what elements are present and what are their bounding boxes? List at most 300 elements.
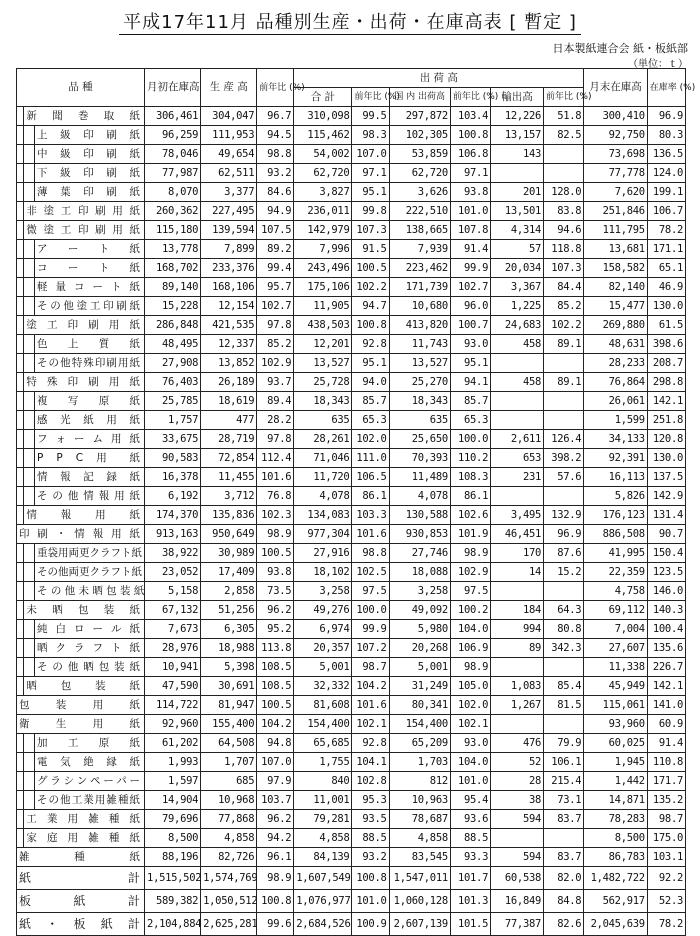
indent-cell bbox=[24, 240, 35, 259]
value-cell: 95.1 bbox=[450, 354, 490, 373]
value-cell: 62,720 bbox=[389, 164, 450, 183]
table-row bbox=[17, 411, 686, 430]
indent-cell bbox=[24, 449, 35, 468]
value-cell: 251,846 bbox=[584, 202, 648, 221]
value-cell: 79.9 bbox=[544, 734, 584, 753]
value-cell: 113.8 bbox=[257, 639, 294, 658]
value-cell: 8,500 bbox=[145, 829, 201, 848]
value-cell: 83.8 bbox=[544, 202, 584, 221]
value-cell: 1,755 bbox=[294, 753, 352, 772]
value-cell: 101.7 bbox=[450, 867, 490, 890]
indent-cell bbox=[17, 449, 24, 468]
value-cell: 13,681 bbox=[584, 240, 648, 259]
value-cell: 84.6 bbox=[257, 183, 294, 202]
table-row bbox=[17, 373, 686, 392]
value-cell: 107.3 bbox=[544, 259, 584, 278]
value-cell: 96.1 bbox=[257, 848, 294, 867]
value-cell: 7,673 bbox=[145, 620, 201, 639]
indent-cell bbox=[17, 221, 24, 240]
value-cell: 2,045,639 bbox=[584, 913, 648, 936]
value-cell: 92,391 bbox=[584, 449, 648, 468]
value-cell: 139,594 bbox=[201, 221, 257, 240]
value-cell: 304,047 bbox=[201, 107, 257, 126]
value-cell: 76,403 bbox=[145, 373, 201, 392]
value-cell: 930,853 bbox=[389, 525, 450, 544]
value-cell: 57.6 bbox=[544, 468, 584, 487]
header-export-yoy: 前年比 (%) bbox=[544, 88, 584, 107]
value-cell: 154,400 bbox=[389, 715, 450, 734]
value-cell: 97.1 bbox=[352, 164, 389, 183]
value-cell: 286,848 bbox=[145, 316, 201, 335]
value-cell: 95.4 bbox=[450, 791, 490, 810]
value-cell: 30,691 bbox=[201, 677, 257, 696]
header-domestic-yoy: 前年比 (%) bbox=[450, 88, 490, 107]
value-cell: 33,675 bbox=[145, 430, 201, 449]
row-label: その他塗工印刷紙 bbox=[34, 297, 144, 316]
value-cell: 80,341 bbox=[389, 696, 450, 715]
row-label: 軽 量 コ ー ト 紙 bbox=[34, 278, 144, 297]
row-label: 包 装 用 紙 bbox=[17, 696, 145, 715]
value-cell: 106.9 bbox=[450, 639, 490, 658]
value-cell: 142.9 bbox=[647, 487, 685, 506]
value-cell: 51,256 bbox=[201, 601, 257, 620]
value-cell: 89,140 bbox=[145, 278, 201, 297]
table-row bbox=[17, 658, 686, 677]
value-cell: 78,687 bbox=[389, 810, 450, 829]
table-row bbox=[17, 696, 686, 715]
table-row bbox=[17, 544, 686, 563]
table-row bbox=[17, 913, 686, 936]
value-cell: 102.5 bbox=[352, 563, 389, 582]
value-cell: 154,400 bbox=[294, 715, 352, 734]
value-cell: 98.7 bbox=[352, 658, 389, 677]
value-cell: 13,527 bbox=[389, 354, 450, 373]
value-cell bbox=[544, 829, 584, 848]
value-cell: 306,461 bbox=[145, 107, 201, 126]
value-cell: 104.0 bbox=[450, 753, 490, 772]
value-cell: 85.7 bbox=[450, 392, 490, 411]
value-cell: 77,387 bbox=[491, 913, 544, 936]
value-cell: 13,501 bbox=[491, 202, 544, 221]
row-label: 塗 工 印 刷 用 紙 bbox=[24, 316, 145, 335]
value-cell: 1,757 bbox=[145, 411, 201, 430]
indent-cell bbox=[24, 468, 35, 487]
value-cell: 15.2 bbox=[544, 563, 584, 582]
value-cell: 15,477 bbox=[584, 297, 648, 316]
value-cell: 226.7 bbox=[647, 658, 685, 677]
value-cell: 136.5 bbox=[647, 145, 685, 164]
value-cell: 398.6 bbox=[647, 335, 685, 354]
value-cell: 1,547,011 bbox=[389, 867, 450, 890]
row-label: 紙 ・ 板 紙 計 bbox=[17, 913, 145, 936]
value-cell: 78.2 bbox=[647, 913, 685, 936]
value-cell: 135.2 bbox=[647, 791, 685, 810]
value-cell: 94.2 bbox=[257, 829, 294, 848]
value-cell: 310,098 bbox=[294, 107, 352, 126]
indent-cell bbox=[17, 373, 24, 392]
indent-cell bbox=[17, 202, 24, 221]
value-cell: 111,795 bbox=[584, 221, 648, 240]
row-label: 晒 包 装 紙 bbox=[24, 677, 145, 696]
indent-cell bbox=[24, 772, 35, 791]
value-cell: 1,993 bbox=[145, 753, 201, 772]
value-cell: 34,133 bbox=[584, 430, 648, 449]
value-cell: 135.6 bbox=[647, 639, 685, 658]
value-cell: 101.9 bbox=[450, 525, 490, 544]
value-cell: 62,720 bbox=[294, 164, 352, 183]
value-cell: 115,061 bbox=[584, 696, 648, 715]
value-cell: 3,712 bbox=[201, 487, 257, 506]
value-cell: 92.2 bbox=[647, 867, 685, 890]
value-cell bbox=[544, 715, 584, 734]
value-cell: 82,726 bbox=[201, 848, 257, 867]
indent-cell bbox=[17, 753, 24, 772]
value-cell: 4,314 bbox=[491, 221, 544, 240]
value-cell: 269,880 bbox=[584, 316, 648, 335]
value-cell: 7,939 bbox=[389, 240, 450, 259]
indent-cell bbox=[17, 601, 24, 620]
value-cell: 77,987 bbox=[145, 164, 201, 183]
value-cell: 61.5 bbox=[647, 316, 685, 335]
value-cell: 102.2 bbox=[544, 316, 584, 335]
value-cell: 46.9 bbox=[647, 278, 685, 297]
value-cell: 98.9 bbox=[450, 658, 490, 677]
value-cell: 20,357 bbox=[294, 639, 352, 658]
value-cell: 64,508 bbox=[201, 734, 257, 753]
indent-cell bbox=[17, 240, 24, 259]
value-cell: 168,106 bbox=[201, 278, 257, 297]
value-cell: 57 bbox=[491, 240, 544, 259]
value-cell: 93.6 bbox=[450, 810, 490, 829]
indent-cell bbox=[17, 582, 24, 601]
row-label: P P C 用 紙 bbox=[34, 449, 144, 468]
value-cell: 28.2 bbox=[257, 411, 294, 430]
row-label: 色 上 質 紙 bbox=[34, 335, 144, 354]
value-cell: 130.0 bbox=[647, 297, 685, 316]
value-cell: 89.2 bbox=[257, 240, 294, 259]
value-cell: 93.3 bbox=[450, 848, 490, 867]
value-cell: 10,963 bbox=[389, 791, 450, 810]
indent-cell bbox=[17, 620, 24, 639]
value-cell: 1,515,502 bbox=[145, 867, 201, 890]
indent-cell bbox=[17, 335, 24, 354]
indent-cell bbox=[17, 544, 24, 563]
value-cell: 86.1 bbox=[352, 487, 389, 506]
value-cell: 1,482,722 bbox=[584, 867, 648, 890]
value-cell: 4,078 bbox=[294, 487, 352, 506]
value-cell: 100.7 bbox=[450, 316, 490, 335]
value-cell: 53,859 bbox=[389, 145, 450, 164]
value-cell: 107.0 bbox=[352, 145, 389, 164]
indent-cell bbox=[24, 259, 35, 278]
value-cell: 94.6 bbox=[544, 221, 584, 240]
value-cell: 25,728 bbox=[294, 373, 352, 392]
value-cell: 1,703 bbox=[389, 753, 450, 772]
value-cell: 78.2 bbox=[647, 221, 685, 240]
indent-cell bbox=[17, 164, 24, 183]
value-cell: 18,343 bbox=[294, 392, 352, 411]
value-cell: 90,583 bbox=[145, 449, 201, 468]
table-row bbox=[17, 335, 686, 354]
value-cell: 94.7 bbox=[352, 297, 389, 316]
value-cell: 134,083 bbox=[294, 506, 352, 525]
table-row bbox=[17, 867, 686, 890]
value-cell: 110.8 bbox=[647, 753, 685, 772]
row-label: 上 級 印 刷 紙 bbox=[34, 126, 144, 145]
table-row bbox=[17, 639, 686, 658]
value-cell: 11,455 bbox=[201, 468, 257, 487]
value-cell: 95.2 bbox=[257, 620, 294, 639]
value-cell: 100.9 bbox=[352, 913, 389, 936]
indent-cell bbox=[17, 145, 24, 164]
value-cell: 7,004 bbox=[584, 620, 648, 639]
value-cell: 653 bbox=[491, 449, 544, 468]
value-cell: 94.1 bbox=[450, 373, 490, 392]
header-product: 品 種 bbox=[17, 69, 145, 107]
value-cell: 142.1 bbox=[647, 392, 685, 411]
value-cell bbox=[491, 715, 544, 734]
value-cell: 83.7 bbox=[544, 810, 584, 829]
value-cell: 96.7 bbox=[257, 107, 294, 126]
value-cell: 7,996 bbox=[294, 240, 352, 259]
value-cell: 589,382 bbox=[145, 890, 201, 913]
value-cell: 104.0 bbox=[450, 620, 490, 639]
value-cell: 102.1 bbox=[450, 715, 490, 734]
indent-cell bbox=[17, 107, 24, 126]
value-cell: 477 bbox=[201, 411, 257, 430]
value-cell: 2,625,281 bbox=[201, 913, 257, 936]
value-cell: 168,702 bbox=[145, 259, 201, 278]
value-cell: 4,758 bbox=[584, 582, 648, 601]
value-cell: 300,410 bbox=[584, 107, 648, 126]
row-label: 電 気 絶 縁 紙 bbox=[34, 753, 144, 772]
value-cell: 38,922 bbox=[145, 544, 201, 563]
value-cell: 171,739 bbox=[389, 278, 450, 297]
value-cell bbox=[491, 392, 544, 411]
value-cell: 89.1 bbox=[544, 373, 584, 392]
value-cell: 20,034 bbox=[491, 259, 544, 278]
value-cell: 1,599 bbox=[584, 411, 648, 430]
value-cell: 26,189 bbox=[201, 373, 257, 392]
value-cell: 635 bbox=[389, 411, 450, 430]
value-cell: 106.8 bbox=[450, 145, 490, 164]
value-cell: 65.3 bbox=[352, 411, 389, 430]
value-cell: 2,611 bbox=[491, 430, 544, 449]
indent-cell bbox=[17, 487, 24, 506]
value-cell: 80.3 bbox=[647, 126, 685, 145]
value-cell: 107.2 bbox=[352, 639, 389, 658]
value-cell: 65.3 bbox=[450, 411, 490, 430]
value-cell: 107.3 bbox=[352, 221, 389, 240]
table-row bbox=[17, 753, 686, 772]
value-cell: 143 bbox=[491, 145, 544, 164]
value-cell: 102,305 bbox=[389, 126, 450, 145]
value-cell: 85.7 bbox=[352, 392, 389, 411]
value-cell: 60,538 bbox=[491, 867, 544, 890]
value-cell: 132.9 bbox=[544, 506, 584, 525]
value-cell: 86,783 bbox=[584, 848, 648, 867]
value-cell: 103.7 bbox=[257, 791, 294, 810]
value-cell bbox=[544, 145, 584, 164]
value-cell: 28,719 bbox=[201, 430, 257, 449]
value-cell: 100.2 bbox=[450, 601, 490, 620]
indent-cell bbox=[17, 354, 24, 373]
value-cell: 1,574,769 bbox=[201, 867, 257, 890]
table-row bbox=[17, 829, 686, 848]
value-cell: 106.7 bbox=[647, 202, 685, 221]
value-cell: 81,947 bbox=[201, 696, 257, 715]
value-cell: 95.1 bbox=[352, 183, 389, 202]
value-cell: 93,960 bbox=[584, 715, 648, 734]
value-cell: 96.0 bbox=[450, 297, 490, 316]
value-cell: 107.8 bbox=[450, 221, 490, 240]
value-cell: 83,545 bbox=[389, 848, 450, 867]
value-cell: 93.2 bbox=[352, 848, 389, 867]
value-cell: 184 bbox=[491, 601, 544, 620]
value-cell: 31,249 bbox=[389, 677, 450, 696]
table-row bbox=[17, 506, 686, 525]
indent-cell bbox=[17, 506, 24, 525]
value-cell: 101.0 bbox=[450, 772, 490, 791]
value-cell: 3,827 bbox=[294, 183, 352, 202]
value-cell: 72,854 bbox=[201, 449, 257, 468]
value-cell: 594 bbox=[491, 848, 544, 867]
value-cell: 100.0 bbox=[450, 430, 490, 449]
value-cell: 76,864 bbox=[584, 373, 648, 392]
table-row bbox=[17, 221, 686, 240]
table-row bbox=[17, 772, 686, 791]
value-cell: 3,258 bbox=[389, 582, 450, 601]
table-row bbox=[17, 848, 686, 867]
value-cell: 102.9 bbox=[257, 354, 294, 373]
value-cell: 5,001 bbox=[294, 658, 352, 677]
value-cell: 102.3 bbox=[257, 506, 294, 525]
value-cell: 92.8 bbox=[352, 335, 389, 354]
value-cell: 201 bbox=[491, 183, 544, 202]
header-total: 合 計 bbox=[294, 88, 352, 107]
value-cell: 175.0 bbox=[647, 829, 685, 848]
value-cell: 70,393 bbox=[389, 449, 450, 468]
value-cell: 97.9 bbox=[257, 772, 294, 791]
value-cell: 93.5 bbox=[352, 810, 389, 829]
row-label: コ ー ト 紙 bbox=[34, 259, 144, 278]
value-cell: 62,511 bbox=[201, 164, 257, 183]
value-cell bbox=[544, 411, 584, 430]
value-cell bbox=[491, 658, 544, 677]
indent-cell bbox=[24, 430, 35, 449]
value-cell: 104.2 bbox=[257, 715, 294, 734]
value-cell: 98.8 bbox=[352, 544, 389, 563]
value-cell: 16,113 bbox=[584, 468, 648, 487]
value-cell: 11,489 bbox=[389, 468, 450, 487]
value-cell: 82.5 bbox=[544, 126, 584, 145]
value-cell: 79,281 bbox=[294, 810, 352, 829]
value-cell: 102.1 bbox=[352, 715, 389, 734]
value-cell: 48,495 bbox=[145, 335, 201, 354]
value-cell: 85.2 bbox=[257, 335, 294, 354]
value-cell: 106.5 bbox=[352, 468, 389, 487]
table-row bbox=[17, 202, 686, 221]
value-cell: 15,228 bbox=[145, 297, 201, 316]
value-cell: 458 bbox=[491, 373, 544, 392]
value-cell: 6,305 bbox=[201, 620, 257, 639]
value-cell: 158,582 bbox=[584, 259, 648, 278]
value-cell: 1,225 bbox=[491, 297, 544, 316]
table-row bbox=[17, 582, 686, 601]
value-cell: 13,852 bbox=[201, 354, 257, 373]
value-cell: 1,060,128 bbox=[389, 890, 450, 913]
value-cell: 99.5 bbox=[352, 107, 389, 126]
row-label: 情 報 記 録 紙 bbox=[34, 468, 144, 487]
value-cell: 2,858 bbox=[201, 582, 257, 601]
value-cell: 98.3 bbox=[352, 126, 389, 145]
row-label: その他両更クラフト紙 bbox=[34, 563, 144, 582]
value-cell: 101.3 bbox=[450, 890, 490, 913]
value-cell: 199.1 bbox=[647, 183, 685, 202]
value-cell bbox=[491, 164, 544, 183]
value-cell: 100.8 bbox=[352, 867, 389, 890]
value-cell: 89 bbox=[491, 639, 544, 658]
value-cell: 175,106 bbox=[294, 278, 352, 297]
value-cell: 107.5 bbox=[257, 221, 294, 240]
value-cell: 28,261 bbox=[294, 430, 352, 449]
value-cell: 3,367 bbox=[491, 278, 544, 297]
value-cell: 243,496 bbox=[294, 259, 352, 278]
value-cell: 67,132 bbox=[145, 601, 201, 620]
value-cell: 231 bbox=[491, 468, 544, 487]
row-label: 工 業 用 雑 種 紙 bbox=[24, 810, 145, 829]
value-cell: 97.1 bbox=[450, 164, 490, 183]
value-cell: 87.6 bbox=[544, 544, 584, 563]
value-cell: 8,070 bbox=[145, 183, 201, 202]
row-label: ア ー ト 紙 bbox=[34, 240, 144, 259]
value-cell bbox=[544, 392, 584, 411]
value-cell: 107.0 bbox=[257, 753, 294, 772]
value-cell: 1,050,512 bbox=[201, 890, 257, 913]
value-cell bbox=[544, 354, 584, 373]
value-cell: 260,362 bbox=[145, 202, 201, 221]
value-cell: 130.0 bbox=[647, 449, 685, 468]
table-row bbox=[17, 354, 686, 373]
value-cell: 3,495 bbox=[491, 506, 544, 525]
value-cell: 135,836 bbox=[201, 506, 257, 525]
indent-cell bbox=[17, 829, 24, 848]
value-cell: 112.4 bbox=[257, 449, 294, 468]
value-cell bbox=[544, 164, 584, 183]
value-cell: 49,092 bbox=[389, 601, 450, 620]
value-cell: 90.7 bbox=[647, 525, 685, 544]
value-cell: 2,607,139 bbox=[389, 913, 450, 936]
indent-cell bbox=[24, 734, 35, 753]
value-cell: 4,078 bbox=[389, 487, 450, 506]
indent-cell bbox=[24, 354, 35, 373]
value-cell: 1,076,977 bbox=[294, 890, 352, 913]
indent-cell bbox=[24, 620, 35, 639]
table-row bbox=[17, 890, 686, 913]
indent-cell bbox=[24, 544, 35, 563]
indent-cell bbox=[17, 468, 24, 487]
value-cell: 111,953 bbox=[201, 126, 257, 145]
row-label: 複 写 原 紙 bbox=[34, 392, 144, 411]
value-cell: 25,785 bbox=[145, 392, 201, 411]
value-cell: 108.3 bbox=[450, 468, 490, 487]
value-cell: 155,400 bbox=[201, 715, 257, 734]
value-cell: 18,343 bbox=[389, 392, 450, 411]
indent-cell bbox=[24, 183, 35, 202]
value-cell: 93.7 bbox=[257, 373, 294, 392]
value-cell: 71,046 bbox=[294, 449, 352, 468]
value-cell: 27,607 bbox=[584, 639, 648, 658]
